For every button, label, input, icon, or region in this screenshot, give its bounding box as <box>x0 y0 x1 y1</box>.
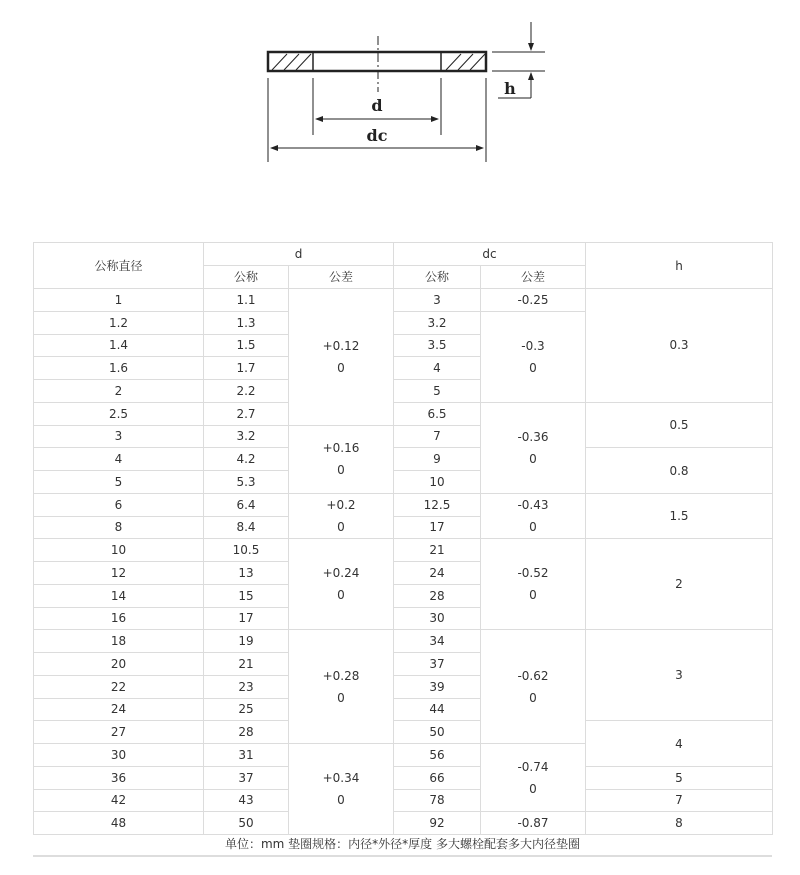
table-row <box>34 448 773 471</box>
tolerance-lower: 0 <box>529 690 537 705</box>
table-row <box>34 721 773 744</box>
dc-nominal: 3.5 <box>394 334 481 357</box>
table-body <box>34 289 773 835</box>
d-nominal: 1.3 <box>204 311 289 334</box>
table-row <box>34 789 773 812</box>
dc-nominal: 5 <box>394 380 481 403</box>
d-nominal: 31 <box>204 744 289 767</box>
tolerance-lower: 0 <box>529 781 537 796</box>
nominal-diameter: 42 <box>34 789 204 812</box>
h-value: 8 <box>586 812 773 835</box>
tolerance-upper: +0.2 <box>326 498 356 512</box>
d-nominal: 37 <box>204 766 289 789</box>
nominal-diameter: 1.6 <box>34 357 204 380</box>
d-nominal: 1.1 <box>204 289 289 312</box>
table-row <box>34 402 773 425</box>
d-tolerance <box>289 493 394 539</box>
header-d-tolerance: 公差 <box>289 266 394 289</box>
nominal-diameter: 27 <box>34 721 204 744</box>
tolerance-lower: 0 <box>337 793 345 807</box>
dc-tolerance <box>481 289 586 312</box>
dc-nominal: 9 <box>394 448 481 471</box>
dc-nominal: 44 <box>394 698 481 721</box>
d-nominal: 5.3 <box>204 471 289 494</box>
dc-nominal: 34 <box>394 630 481 653</box>
nominal-diameter: 10 <box>34 539 204 562</box>
tolerance-upper: -0.74 <box>517 759 549 774</box>
table-row <box>34 493 773 516</box>
tolerance-upper: -0.52 <box>517 566 549 581</box>
nominal-diameter: 1 <box>34 289 204 312</box>
dc-tolerance <box>481 744 586 812</box>
d-nominal: 13 <box>204 562 289 585</box>
d-nominal: 6.4 <box>204 493 289 516</box>
header-dc-nominal: 公称 <box>394 266 481 289</box>
table-row <box>34 539 773 562</box>
nominal-diameter: 1.2 <box>34 311 204 334</box>
dc-nominal: 24 <box>394 562 481 585</box>
dc-nominal: 7 <box>394 425 481 448</box>
d-tolerance <box>289 289 394 426</box>
d-nominal: 1.7 <box>204 357 289 380</box>
dc-nominal: 50 <box>394 721 481 744</box>
dc-tolerance <box>481 812 586 835</box>
dc-nominal: 56 <box>394 744 481 767</box>
d-tolerance <box>289 630 394 744</box>
dc-nominal: 30 <box>394 607 481 630</box>
dc-nominal: 92 <box>394 812 481 835</box>
d-nominal: 28 <box>204 721 289 744</box>
dc-nominal: 21 <box>394 539 481 562</box>
h-value: 1.5 <box>586 493 773 539</box>
tolerance-lower: 0 <box>529 520 537 534</box>
table-row <box>34 289 773 312</box>
dc-nominal: 28 <box>394 584 481 607</box>
d-tolerance <box>289 744 394 835</box>
nominal-diameter: 20 <box>34 653 204 676</box>
h-value: 7 <box>586 789 773 812</box>
h-value: 3 <box>586 630 773 721</box>
tolerance-upper: -0.36 <box>517 429 549 444</box>
dc-tolerance <box>481 493 586 539</box>
h-value: 0.8 <box>586 448 773 494</box>
nominal-diameter: 36 <box>34 766 204 789</box>
d-nominal: 10.5 <box>204 539 289 562</box>
d-nominal: 2.2 <box>204 380 289 403</box>
nominal-diameter: 30 <box>34 744 204 767</box>
nominal-diameter: 2.5 <box>34 402 204 425</box>
d-nominal: 8.4 <box>204 516 289 539</box>
d-nominal: 17 <box>204 607 289 630</box>
washer-dimension-diagram <box>0 0 800 175</box>
h-value: 5 <box>586 766 773 789</box>
dc-nominal: 6.5 <box>394 402 481 425</box>
dc-nominal: 12.5 <box>394 493 481 516</box>
dc-nominal: 37 <box>394 653 481 676</box>
nominal-diameter: 6 <box>34 493 204 516</box>
d-nominal: 25 <box>204 698 289 721</box>
table-row <box>34 766 773 789</box>
tolerance-upper: +0.16 <box>322 441 360 456</box>
tolerance-upper: +0.24 <box>322 566 360 581</box>
header-dc-tolerance: 公差 <box>481 266 586 289</box>
table-row <box>34 812 773 835</box>
header-h: h <box>586 243 773 289</box>
dc-nominal: 3 <box>394 289 481 312</box>
d-nominal: 15 <box>204 584 289 607</box>
nominal-diameter: 5 <box>34 471 204 494</box>
d-tolerance <box>289 539 394 630</box>
tolerance-lower: 0 <box>337 463 345 478</box>
d-nominal: 2.7 <box>204 402 289 425</box>
tolerance-lower: 0 <box>529 360 537 375</box>
nominal-diameter: 12 <box>34 562 204 585</box>
nominal-diameter: 18 <box>34 630 204 653</box>
d-nominal: 3.2 <box>204 425 289 448</box>
tolerance-upper: -0.87 <box>517 816 549 831</box>
tolerance-upper: -0.43 <box>517 498 549 512</box>
tolerance-upper: -0.3 <box>521 338 545 353</box>
h-value: 2 <box>586 539 773 630</box>
nominal-diameter: 14 <box>34 584 204 607</box>
header-d-nominal: 公称 <box>204 266 289 289</box>
nominal-diameter: 2 <box>34 380 204 403</box>
label-d: d <box>371 96 383 115</box>
tolerance-lower: 0 <box>529 451 537 466</box>
tolerance-upper: +0.12 <box>322 338 360 353</box>
dc-nominal: 78 <box>394 789 481 812</box>
header-dc: dc <box>394 243 586 266</box>
header-nominal-diameter: 公称直径 <box>34 243 204 289</box>
tolerance-lower: 0 <box>337 520 345 534</box>
d-nominal: 50 <box>204 812 289 835</box>
footer-note: 单位：mm 垫圈规格：内径*外径*厚度 多大螺栓配套多大内径垫圈 <box>33 833 772 857</box>
d-nominal: 19 <box>204 630 289 653</box>
washer-spec-table <box>33 242 773 835</box>
dc-tolerance <box>481 311 586 402</box>
nominal-diameter: 3 <box>34 425 204 448</box>
d-tolerance <box>289 425 394 493</box>
dc-tolerance <box>481 539 586 630</box>
d-nominal: 21 <box>204 653 289 676</box>
label-dc: dc <box>366 126 388 145</box>
table-row <box>34 630 773 653</box>
nominal-diameter: 48 <box>34 812 204 835</box>
dc-tolerance <box>481 630 586 744</box>
header-d: d <box>204 243 394 266</box>
h-value: 4 <box>586 721 773 767</box>
dc-nominal: 10 <box>394 471 481 494</box>
nominal-diameter: 24 <box>34 698 204 721</box>
tolerance-lower: 0 <box>529 588 537 603</box>
tolerance-lower: 0 <box>337 690 345 705</box>
dc-nominal: 66 <box>394 766 481 789</box>
dc-nominal: 39 <box>394 675 481 698</box>
d-nominal: 1.5 <box>204 334 289 357</box>
label-h: h <box>504 79 516 98</box>
nominal-diameter: 8 <box>34 516 204 539</box>
d-nominal: 43 <box>204 789 289 812</box>
nominal-diameter: 4 <box>34 448 204 471</box>
tolerance-upper: -0.25 <box>517 292 549 307</box>
d-nominal: 23 <box>204 675 289 698</box>
nominal-diameter: 1.4 <box>34 334 204 357</box>
tolerance-upper: +0.28 <box>322 668 360 683</box>
dc-nominal: 17 <box>394 516 481 539</box>
tolerance-lower: 0 <box>337 360 345 375</box>
dc-nominal: 3.2 <box>394 311 481 334</box>
tolerance-upper: -0.62 <box>517 668 549 683</box>
tolerance-upper: +0.34 <box>322 771 360 785</box>
dc-nominal: 4 <box>394 357 481 380</box>
h-value: 0.3 <box>586 289 773 403</box>
nominal-diameter: 16 <box>34 607 204 630</box>
tolerance-lower: 0 <box>337 588 345 603</box>
nominal-diameter: 22 <box>34 675 204 698</box>
dc-tolerance <box>481 402 586 493</box>
d-nominal: 4.2 <box>204 448 289 471</box>
h-value: 0.5 <box>586 402 773 448</box>
